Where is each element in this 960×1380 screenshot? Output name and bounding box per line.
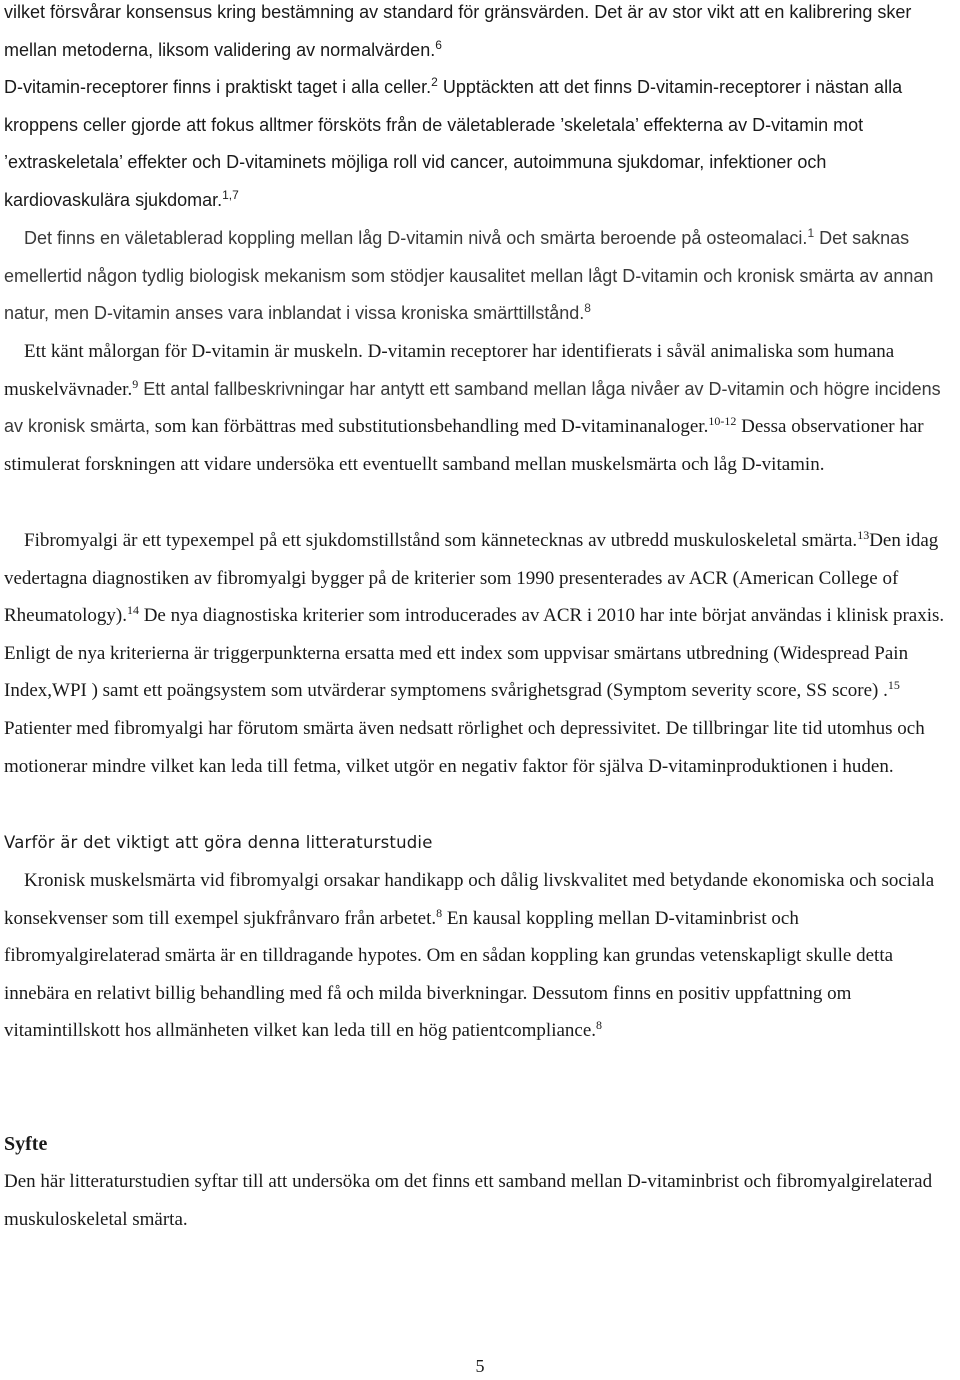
- paragraph-text: Dessa observationer har stimulerat forskningen att vidare undersöka ett eventuellt samband mellan muskelsmärta och låg D-vitamin.: [4, 416, 924, 475]
- section-heading-syfte: [4, 1126, 956, 1164]
- citation: 6: [435, 37, 442, 52]
- paragraph-text: som kan förbättras med substitutionsbehandling med D-vitaminanaloger.: [150, 416, 709, 438]
- citation: 8: [584, 301, 591, 316]
- paragraph-text: Det finns en väletablerad koppling mellan låg D-vitamin nivå och smärta beroende på osteomalaci.: [24, 228, 808, 248]
- paragraph-text: En kausal koppling mellan D-vitaminbrist och fibromyalgirelaterad smärta är en tilldragande hypotes. Om en sådan koppling kan grundas vetenskapligt skulle detta innebära en relativt billig behandling med få och milda biverkningar. Dessutom finns en positiv uppfattning om vitamintillskott hos allmänheten vilket kan leda till en hög patientcompliance.: [4, 907, 894, 1042]
- paragraph-text: Ett antal fallbeskrivningar har antytt ett samband mellan låga nivåer av D-vitamin och högre incidens av kronisk smärta,: [4, 378, 941, 437]
- citation: 14: [126, 603, 139, 618]
- page-number: 5: [475, 1356, 485, 1376]
- paragraph-osteomalacia: [4, 220, 956, 333]
- citation: 1: [807, 226, 815, 240]
- paragraph-text: D-vitamin-receptorer finns i praktiskt taget i alla celler.: [4, 77, 432, 98]
- citation: 9: [132, 376, 139, 391]
- citation: 10-12: [708, 414, 737, 429]
- paragraph-purpose: [4, 1163, 956, 1238]
- heading-text: Syfte: [4, 1133, 48, 1155]
- paragraph-text: vilket försvårar konsensus kring bestämning av standard för gränsvärden. Det är av stor vikt att en kalibrering sker mellan metoderna, liksom validering av normalvärden.: [4, 2, 912, 60]
- paragraph-muscle: [4, 333, 956, 483]
- citation: 15: [887, 678, 900, 693]
- citation: 8: [596, 1018, 603, 1033]
- paragraph-rationale: [4, 862, 956, 1050]
- question-heading: [4, 824, 956, 862]
- citation: 1,7: [222, 187, 239, 202]
- paragraph-text: Det saknas emellertid någon tydlig biologisk mekanism som stödjer kausalitet mellan lågt D-vitamin och kronisk smärta av annan natur, men D-vitamin anses vara inblandat i vissa kroniska smärttillstånd.: [4, 228, 934, 324]
- citation: 2: [431, 75, 438, 90]
- paragraph-text: Patienter med fibromyalgi har förutom smärta även nedsatt rörlighet och depressivitet. De tillbringar lite tid utomhus och motionerar mindre vilket kan leda till fetma, vilket utgör en negativ faktor för själva D-vitaminproduktionen i huden.: [4, 717, 925, 777]
- paragraph-text: De nya diagnostiska kriterier som introducerades av ACR i 2010 har inte börjat användas i klinisk praxis. Enligt de nya kriterierna är triggerpunkterna ersatta med ett index som uppvisar smärtans utbredning (Widespread Pain Index,WPI ) samt ett poängsystem som utvärderar symptomens svårighetsgrad (Symptom severity score, SS score) .: [4, 605, 945, 702]
- citation: 8: [436, 905, 443, 920]
- paragraph-text: Kronisk muskelsmärta vid fibromyalgi orsakar handikapp och dålig livskvalitet med betydande ekonomiska och sociala konsekvenser som till exempel sjukfrånvaro från arbetet.: [4, 870, 935, 929]
- paragraph-fibromyalgia: [4, 522, 956, 785]
- paragraph-text: Den idag vedertagna diagnostiken av fibromyalgi bygger på de kriterier som 1990 presenterades av ACR (American College of Rheumatology).: [4, 530, 939, 627]
- paragraph-text: Den här litteraturstudien syftar till att undersöka om det finns ett samband mellan D-vitaminbrist och fibromyalgirelaterad muskuloskeletal smärta.: [4, 1171, 933, 1230]
- paragraph-text: Ett känt målorgan för D-vitamin är muskeln. D-vitamin receptorer har identifierats i såväl animaliska som humana muskelvävnader.: [4, 341, 895, 400]
- paragraph-vitamin-receptors: [4, 0, 956, 220]
- citation: 13: [857, 528, 870, 542]
- paragraph-text: Fibromyalgi är ett typexempel på ett sjukdomstillstånd som kännetecknas av utbredd muskuloskeletal smärta.: [24, 530, 858, 551]
- paragraph-text: Upptäckten att det finns D-vitamin-receptorer i nästan alla kroppens celler gjorde att fokus alltmer försköts från de väletablerade ’skeletala’ effekterna av D-vitamin mot ’extraskeletala’ effekter och D-vitaminets möjliga roll vid cancer, autoimmuna sjukdomar, infektioner och kardiovaskulära sjukdomar.: [4, 77, 903, 210]
- heading-text: Varför är det viktigt att göra denna litteraturstudie: [4, 833, 433, 852]
